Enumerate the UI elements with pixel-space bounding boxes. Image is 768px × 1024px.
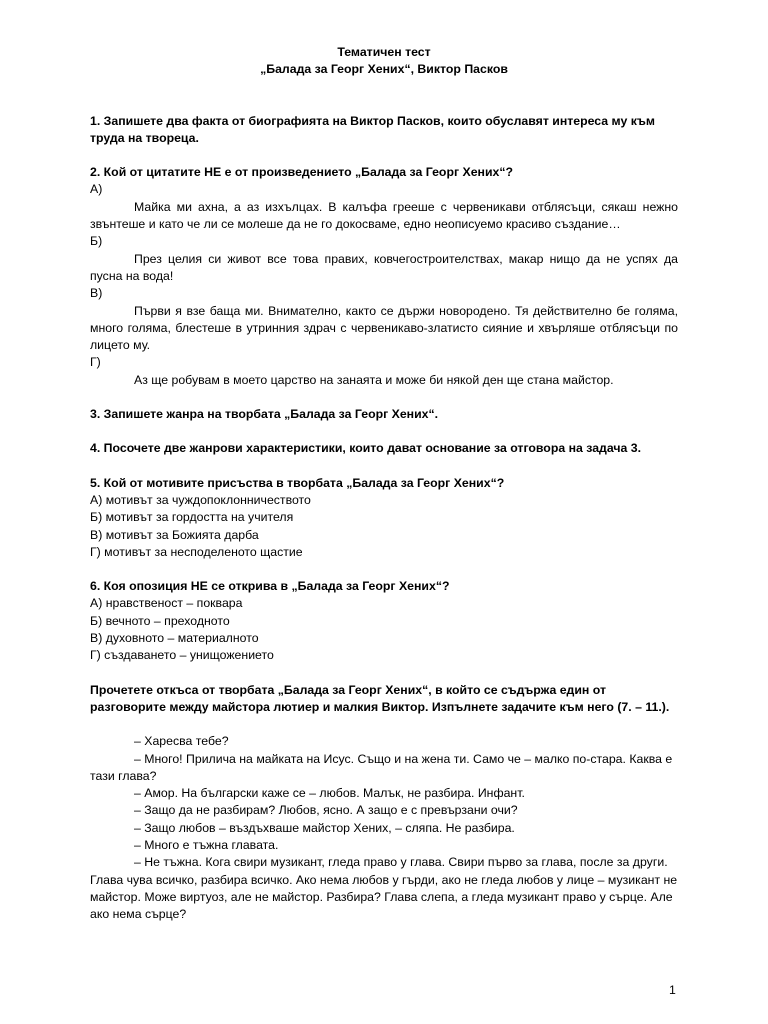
dialogue-line: – Харесва тебе? [134,734,229,749]
document-title: Тематичен тест [337,45,431,59]
question-3: 3. Запишете жанра на творбата „Балада за Георг Хених“. [90,407,439,422]
option: Б) мотивът за гордостта на учителя [90,510,294,525]
dialogue-line: – Много! Прилича на майката на Исус. Също и на жена ти. Само че – малко по-стара. Каква е тази глава? [90,751,673,783]
option: Г) създаването – унищожението [90,648,274,663]
option: А) мотивът за чуждопоклонничеството [90,492,311,507]
dialogue-line: – Защо любов – въздъхваше майстор Хених, – сляпа. Не разбира. [134,820,515,835]
page-number: 1 [669,983,676,997]
question-6: 6. Коя опозиция НЕ се открива в „Балада за Георг Хених“? [90,579,450,594]
option-quote: Първи я взе баща ми. Внимателно, както се държи новородено. Тя действително бе голяма, много голяма, блестеше в утринния здрач с червеникаво-златисто сияние и хвърляше отблясъци по лицето му. [90,303,678,353]
option-quote: През целия си живот все това правих, ковчегостроителствах, макар нищо да не успях да пусна на вода! [90,251,678,283]
option-label: Г) [90,355,101,370]
reading-instructions: Прочетете откъса от творбата „Балада за Георг Хених“, в който се съдържа един от разговорите между майстора лютиер и малкия Виктор. Изпълнете задачите към него (7. – 11.). [90,682,670,714]
dialogue-line: – Амор. На български каже се – любов. Малък, не разбира. Инфант. [134,786,525,801]
dialogue-line: – Защо да не разбирам? Любов, ясно. А защо е с превързани очи? [134,803,518,818]
option: В) мотивът за Божията дарба [90,527,259,542]
option: Г) мотивът за несподеленото щастие [90,544,303,559]
question-1: 1. Запишете два факта от биографията на Виктор Пасков, които обуславят интереса му към труда на твореца. [90,113,655,145]
dialogue-line: – Много е тъжна главата. [134,837,279,852]
document-page [90,44,678,923]
question-5: 5. Кой от мотивите присъства в творбата „Балада за Георг Хених“? [90,475,505,490]
question-2: 2. Кой от цитатите НЕ е от произведението „Балада за Георг Хених“? [90,165,514,180]
option: В) духовното – материалното [90,631,259,646]
question-4: 4. Посочете две жанрови характеристики, които дават основание за отговора на задача 3. [90,441,642,456]
option-quote: Аз ще робувам в моето царство на занаята и може би някой ден ще стана майстор. [134,372,614,387]
option-label: Б) [90,234,103,249]
option-label: В) [90,286,103,301]
option-label: А) [90,182,103,197]
option-quote: Майка ми ахна, а аз изхълцах. В калъфа грееше с червеникави отблясъци, сякаш нежно звънтеше и като че ли се молеше да не го докосваме, едно неописуемо красиво създание… [90,199,678,232]
option: А) нравственост – поквара [90,596,243,611]
option: Б) вечното – преходното [90,613,230,628]
document-subtitle: „Балада за Георг Хених“, Виктор Пасков [260,62,508,77]
dialogue-line: – Не тъжна. Кога свири музикант, гледа право у глава. Свири първо за глава, после за други. Глава чува всичко, разбира всичко. Ако нема любов у гърди, ако не гледа любов у лице – музикант не майстор. Може виртуоз, але не майстор. Разбира? Глава слепа, а гледа музикант право у сърце. Але ако нема сърце? [90,855,678,922]
